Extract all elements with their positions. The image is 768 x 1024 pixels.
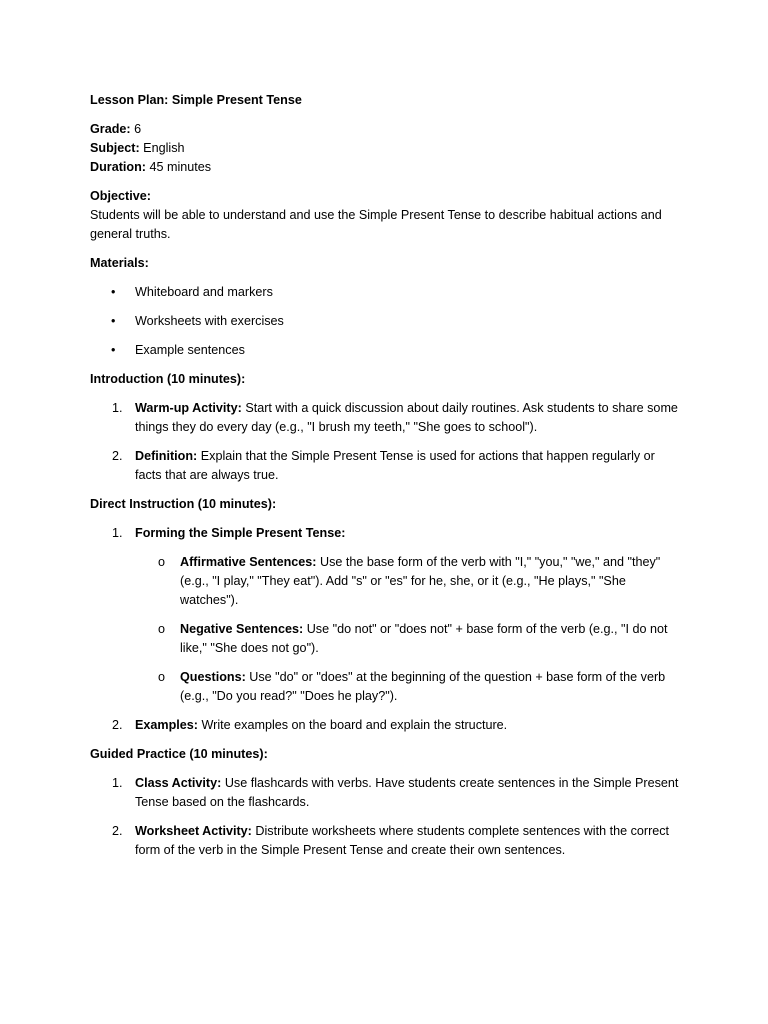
item-label: Negative Sentences: (180, 622, 304, 636)
sub-list-item (135, 668, 680, 706)
item-label: Questions: (180, 670, 246, 684)
subject-value: English (139, 141, 185, 155)
item-text: Use the base form of the verb with "I," "you," "we," and "they" (e.g., "I play," "They eat"). Add "s" or "es" for he, she, or it (e.g., "He plays," "She watches"). (180, 555, 661, 607)
item-number: 1. (112, 776, 123, 790)
document-body (90, 91, 680, 870)
item-number: 2. (112, 449, 123, 463)
item-label: Definition: (135, 449, 198, 463)
item-label: Examples: (135, 718, 198, 732)
list-item (90, 399, 680, 437)
forming-sublist (135, 553, 680, 706)
item-label: Affirmative Sentences: (180, 555, 317, 569)
item-label: Forming the Simple Present Tense: (135, 526, 346, 540)
item-number: 2. (112, 824, 123, 838)
direct-instruction-list (90, 524, 680, 735)
list-item (90, 447, 680, 485)
item-text: Use "do not" or "does not" + base form of the verb (e.g., "I do not like," "She does not go"). (180, 622, 668, 655)
list-item (90, 822, 680, 860)
duration-line (90, 158, 680, 177)
subject-line (90, 139, 680, 158)
item-number: 1. (112, 401, 123, 415)
materials-list (90, 283, 680, 360)
item-text: Write examples on the board and explain the structure. (198, 718, 508, 732)
duration-value: 45 minutes (145, 160, 212, 174)
introduction-heading: Introduction (10 minutes): (90, 372, 246, 386)
sub-list-item (135, 553, 680, 610)
item-text: Use "do" or "does" at the beginning of the question + base form of the verb (e.g., "Do you read?" "Does he play?"). (180, 670, 666, 703)
direct-instruction-heading: Direct Instruction (10 minutes): (90, 497, 277, 511)
item-label: Warm-up Activity: (135, 401, 242, 415)
duration-label: Duration: (90, 160, 146, 174)
list-item (90, 524, 680, 706)
item-label: Class Activity: (135, 776, 222, 790)
grade-label: Grade: (90, 122, 131, 136)
item-text: Start with a quick discussion about daily routines. Ask students to share some things they do every day (e.g., "I brush my teeth," "She goes to school"). (135, 401, 678, 434)
document-title: Lesson Plan: Simple Present Tense (90, 93, 302, 107)
introduction-list (90, 399, 680, 485)
item-text: Explain that the Simple Present Tense is used for actions that happen regularly or facts that are always true. (135, 449, 655, 482)
guided-practice-heading: Guided Practice (10 minutes): (90, 747, 268, 761)
item-number: 1. (112, 526, 123, 540)
guided-practice-list (90, 774, 680, 860)
objective-section (90, 187, 680, 244)
sub-bullet-marker: o (158, 622, 166, 636)
objective-text: Students will be able to understand and use the Simple Present Tense to describe habitual actions and general truths. (90, 208, 662, 241)
sub-list-item (135, 620, 680, 658)
sub-bullet-marker: o (158, 670, 166, 684)
subject-label: Subject: (90, 141, 140, 155)
sub-bullet-marker: o (158, 555, 166, 569)
item-text: Distribute worksheets where students complete sentences with the correct form of the verb in the Simple Present Tense and create their own sentences. (135, 824, 670, 857)
list-item: • Whiteboard and markers (90, 283, 680, 302)
objective-heading: Objective: (90, 189, 151, 203)
grade-line (90, 120, 680, 139)
item-text: Use flashcards with verbs. Have students create sentences in the Simple Present Tense based on the flashcards. (135, 776, 679, 809)
materials-heading: Materials: (90, 256, 149, 270)
list-item: • Example sentences (90, 341, 680, 360)
grade-value: 6 (130, 122, 142, 136)
item-number: 2. (112, 718, 123, 732)
list-item: • Worksheets with exercises (90, 312, 680, 331)
lesson-meta (90, 120, 680, 177)
list-item (90, 774, 680, 812)
list-item (90, 716, 680, 735)
item-label: Worksheet Activity: (135, 824, 252, 838)
